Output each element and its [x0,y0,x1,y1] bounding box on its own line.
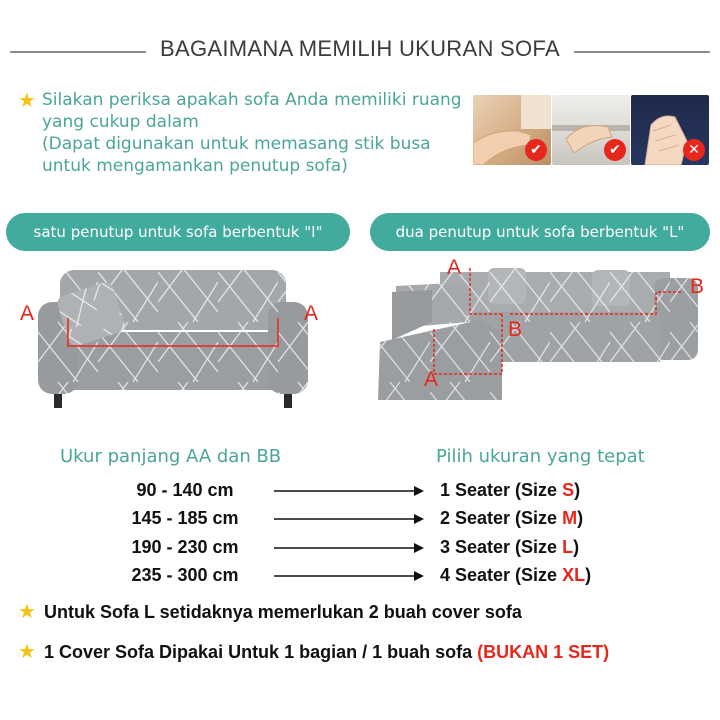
seat-row-2: 2 Seater (Size M) [440,508,584,528]
intro-line: yang cukup dalam [42,112,199,132]
size-letter: L [562,537,574,557]
pill-l-shape: dua penutup untuk sofa berbentuk "L" [370,213,710,251]
not-a-set-label: (BUKAN 1 SET) [477,642,610,662]
measure-header: Ukur panjang AA dan BB [60,446,282,467]
pill-i-shape: satu penutup untuk sofa berbentuk "I" [6,213,350,251]
photo-hand-gap-2 [552,95,630,165]
intro-text [42,89,472,177]
note-one-cover: 1 Cover Sofa Dipakai Untuk 1 bagian / 1 buah sofa (BUKAN 1 SET) [44,642,610,662]
range-row-3: 190 - 230 cm [131,537,239,557]
l-sofa-illustration [370,262,700,412]
size-letter: M [562,508,578,528]
range-row-2: 145 - 185 cm [131,508,239,528]
label-a-bottom: A [424,368,439,391]
label-a-right: A [304,302,319,325]
label-a-top: A [447,256,462,279]
label-b-middle: B [508,318,523,341]
size-letter: XL [562,565,586,585]
range-row-4: 235 - 300 cm [131,565,239,585]
check-badge-icon: ✔ [604,139,626,161]
title-rule-right [570,51,710,53]
i-sofa-illustration [38,262,308,412]
star-icon: ★ [18,88,36,112]
arrow-icon [274,514,424,524]
check-badge-icon: ✔ [525,139,547,161]
label-a-left: A [20,302,35,325]
arrow-icon [274,486,424,496]
star-icon: ★ [18,599,36,623]
photo-hand-flat [631,95,709,165]
seat-row-1: 1 Seater (Size S) [440,480,581,500]
size-header: Pilih ukuran yang tepat [436,446,645,467]
arrow-icon [274,543,424,553]
note-l-sofa: Untuk Sofa L setidaknya memerlukan 2 buah cover sofa [44,602,522,622]
arrow-icon [274,571,424,581]
range-row-1: 90 - 140 cm [136,480,234,500]
label-b-right: B [690,275,705,298]
seat-row-4: 4 Seater (Size XL) [440,565,592,585]
star-icon: ★ [18,639,36,663]
seat-row-3: 3 Seater (Size L) [440,537,580,557]
intro-line: Silakan periksa apakah sofa Anda memiliki ruang [42,90,462,110]
title-rule-left [10,51,150,53]
page-title: BAGAIMANA MEMILIH UKURAN SOFA [146,36,574,62]
cross-badge-icon: ✕ [683,139,705,161]
size-letter: S [562,480,575,500]
photo-hand-gap-1 [473,95,551,165]
intro-line: (Dapat digunakan untuk memasang stik busa [42,134,431,154]
intro-line: untuk mengamankan penutup sofa) [42,156,348,176]
